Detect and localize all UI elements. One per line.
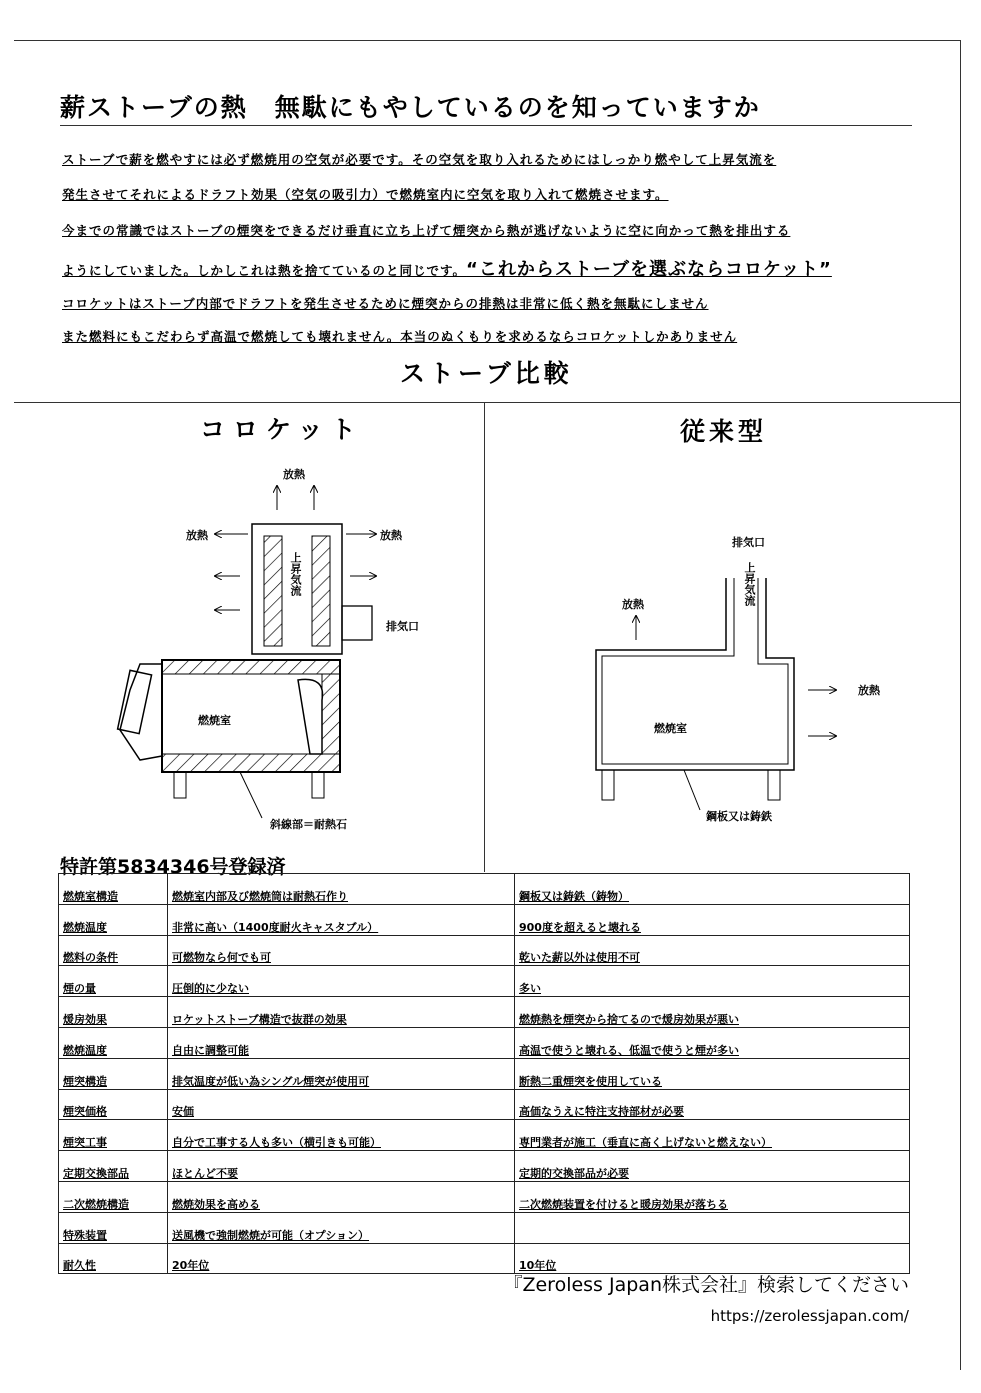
material-leader-line <box>684 770 700 810</box>
conventional-cell: 10年位 <box>515 1243 910 1274</box>
rocket-cell: 排気温度が低い為シングル煙突が使用可 <box>168 1058 515 1089</box>
conv-leg-left <box>602 770 614 800</box>
conventional-cell: 断熱二重煙突を使用している <box>515 1058 910 1089</box>
rocket-stove-diagram <box>118 486 376 818</box>
intro-line-3: 今までの常識ではストーブの煙突をできるだけ垂直に立ち上げて煙突から熱が逃げないように空に向かって熱を排出する <box>62 223 791 238</box>
feed-door <box>120 664 162 760</box>
conventional-cell: 900度を超えると壊れる <box>515 904 910 935</box>
rocket-cell: 安価 <box>168 1089 515 1120</box>
right-heat-right-label: 放熱 <box>858 684 880 697</box>
conventional-stove-diagram <box>596 578 836 810</box>
rocket-cell: 自分で工事する人も多い（横引きも可能） <box>168 1120 515 1151</box>
right-material-note: 鋼板又は鋳鉄 <box>706 810 772 823</box>
rocket-cell: ほとんど不要 <box>168 1151 515 1182</box>
row-label: 煙突構造 <box>59 1058 168 1089</box>
left-updraft-label: 上昇気流 <box>289 552 302 596</box>
right-heading: 従来型 <box>680 417 768 446</box>
rocket-cell: 圧倒的に少ない <box>168 966 515 997</box>
left-exhaust-label: 排気口 <box>386 620 419 633</box>
rocket-cell: 自由に調整可能 <box>168 1027 515 1058</box>
left-chamber-label: 燃焼室 <box>198 714 231 727</box>
right-updraft-label: 上昇気流 <box>743 562 756 606</box>
page-title: 薪ストーブの熱 無駄にもやしているのを知っていますか <box>60 93 761 122</box>
table-row <box>59 1181 910 1212</box>
conventional-cell: 定期的交換部品が必要 <box>515 1151 910 1182</box>
table-row <box>59 1120 910 1151</box>
rocket-cell: 燃焼効果を高める <box>168 1181 515 1212</box>
leg-right <box>312 772 324 798</box>
left-heat-right-label: 放熱 <box>380 529 402 542</box>
row-label: 煙突価格 <box>59 1089 168 1120</box>
patent-number: 特許第5834346号登録済 <box>60 856 286 878</box>
leg-left <box>174 772 186 798</box>
left-heat-top-label: 放熱 <box>283 468 305 481</box>
table-row <box>59 1089 910 1120</box>
conventional-cell <box>515 1212 910 1243</box>
row-label: 煖房効果 <box>59 997 168 1028</box>
riser-wall-left <box>264 536 282 646</box>
conventional-cell: 乾いた薪以外は使用不可 <box>515 935 910 966</box>
intro-line-4-text: ようにしていました。しかしこれは熱を捨てているのと同じです。 <box>62 263 467 278</box>
intro-line-1: ストーブで薪を燃やすには必ず燃焼用の空気が必要です。その空気を取り入れるためにはしっかり燃やして上昇気流を <box>62 152 777 167</box>
footer-search-text: 『Zeroless Japan株式会社』検索してください <box>503 1274 909 1296</box>
row-label: 二次燃焼構造 <box>59 1181 168 1212</box>
right-exhaust-label: 排気口 <box>732 536 765 549</box>
hatch-leader-line <box>240 772 262 818</box>
row-label: 定期交換部品 <box>59 1151 168 1182</box>
rocket-cell: 燃焼室内部及び燃焼筒は耐熱石作り <box>168 874 515 905</box>
table-row <box>59 1058 910 1089</box>
compare-title: ストーブ比較 <box>400 359 573 388</box>
comparison-table <box>58 873 910 1274</box>
table-row <box>59 997 910 1028</box>
exhaust-port <box>342 606 372 640</box>
left-hatch-note-text: 斜線部＝耐熱石 <box>270 818 347 831</box>
table-row <box>59 966 910 997</box>
left-heat-left-label: 放熱 <box>186 529 208 542</box>
left-heading: コロケット <box>200 415 364 444</box>
intro-quote: “これからストーブを選ぶならコロケット” <box>466 259 832 280</box>
rocket-cell: 可燃物なら何でも可 <box>168 935 515 966</box>
riser-wall-right <box>312 536 330 646</box>
conventional-cell: 専門業者が施工（垂直に高く上げないと燃えない） <box>515 1120 910 1151</box>
row-label: 特殊装置 <box>59 1212 168 1243</box>
conventional-cell: 高価なうえに特注支持部材が必要 <box>515 1089 910 1120</box>
table-row <box>59 935 910 966</box>
conventional-cell: 高温で使うと壊れる、低温で使うと煙が多い <box>515 1027 910 1058</box>
row-label: 燃焼室構造 <box>59 874 168 905</box>
row-label: 燃料の条件 <box>59 935 168 966</box>
table-row <box>59 874 910 905</box>
rocket-cell: ロケットストーブ構造で抜群の効果 <box>168 997 515 1028</box>
intro-line-2: 発生させてそれによるドラフト効果（空気の吸引力）で燃焼室内に空気を取り入れて燃焼させます。 <box>62 187 669 202</box>
table-row <box>59 1151 910 1182</box>
conventional-cell: 鋼板又は鋳鉄（鋳物） <box>515 874 910 905</box>
conventional-cell: 燃焼熱を煙突から捨てるので煖房効果が悪い <box>515 997 910 1028</box>
row-label: 耐久性 <box>59 1243 168 1274</box>
row-label: 燃焼温度 <box>59 1027 168 1058</box>
intro-line-6: また燃料にもこだわらず高温で燃焼しても壊れません。本当のぬくもりを求めるならコロケットしかありません <box>62 329 738 344</box>
row-label: 燃焼温度 <box>59 904 168 935</box>
intro-line-5: コロケットはストーブ内部でドラフトを発生させるために煙突からの排熱は非常に低く熱を無駄にしません <box>62 296 709 311</box>
baffle <box>298 679 323 754</box>
table-row <box>59 1212 910 1243</box>
right-heat-up-label: 放熱 <box>622 598 644 611</box>
chamber-right-wall <box>322 674 340 754</box>
chamber-top-wall <box>162 660 340 674</box>
row-label: 煙突工事 <box>59 1120 168 1151</box>
conventional-cell: 二次燃焼装置を付けると暖房効果が落ちる <box>515 1181 910 1212</box>
rocket-cell: 送風機で強制燃焼が可能（オプション） <box>168 1212 515 1243</box>
row-label: 煙の量 <box>59 966 168 997</box>
conv-leg-right <box>768 770 780 800</box>
left-hatch-note <box>270 816 347 832</box>
rocket-cell: 非常に高い（1400度耐火キャスタブル） <box>168 904 515 935</box>
conventional-cell: 多い <box>515 966 910 997</box>
chamber-bottom-wall <box>162 754 340 772</box>
right-chamber-label: 燃焼室 <box>654 722 687 735</box>
table-row <box>59 904 910 935</box>
footer-url[interactable]: https://zerolessjapan.com/ <box>710 1307 909 1325</box>
table-row <box>59 1027 910 1058</box>
rocket-cell: 20年位 <box>168 1243 515 1274</box>
